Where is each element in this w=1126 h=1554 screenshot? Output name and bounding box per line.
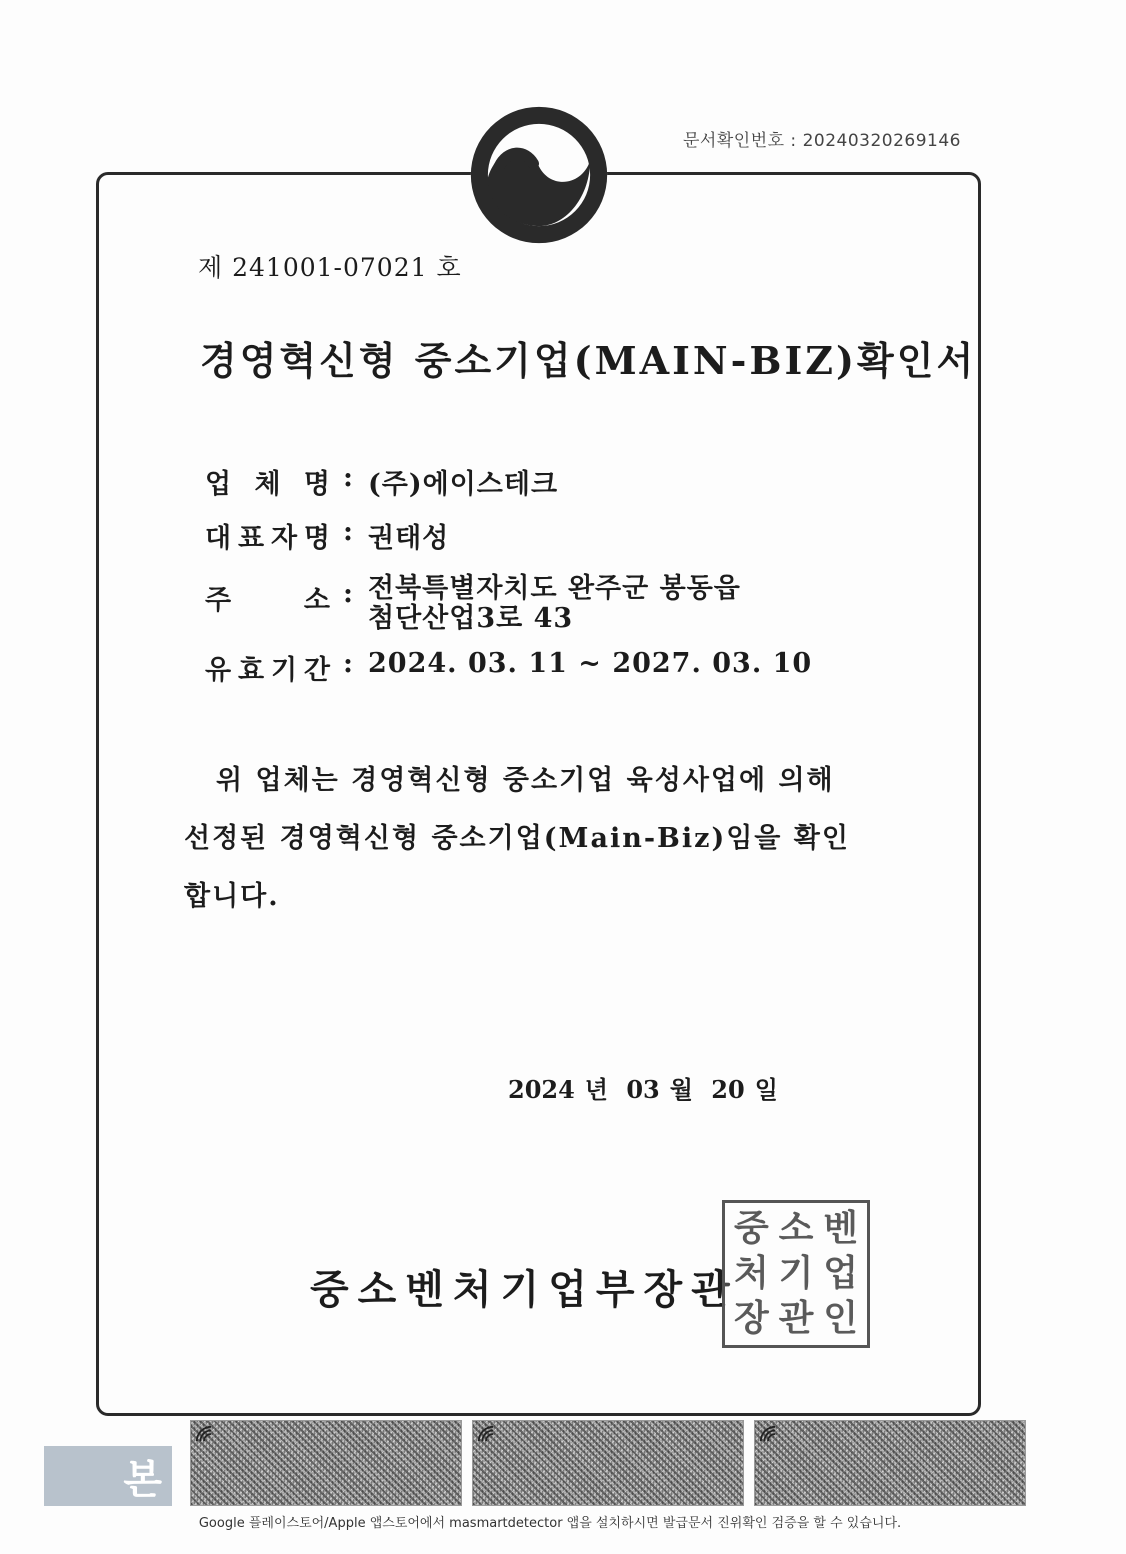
seal-char: 인	[823, 1297, 859, 1339]
statement-line-1	[184, 752, 924, 810]
issue-day: 20	[711, 1075, 745, 1104]
cert-number-prefix: 제	[198, 253, 224, 282]
address-label-char: 소	[303, 585, 330, 616]
address-line-1: 전북특별자치도 완주군 봉동읍	[368, 573, 741, 604]
cert-number-value: 241001-07021	[232, 253, 428, 282]
validity-label-char: 효	[237, 655, 265, 686]
company-label-char: 체	[254, 469, 281, 500]
cert-number-suffix: 호	[436, 253, 462, 282]
representative-label-char: 대	[205, 523, 232, 554]
validity-label-char: 간	[303, 655, 330, 686]
statement-line-1-text: 위 업체는 경영혁신형 중소기업 육성사업에 의해	[216, 765, 835, 796]
representative-label-char: 자	[270, 523, 298, 554]
address-colon: :	[343, 578, 353, 609]
verification-app-note: Google 플레이스토어/Apple 앱스토어에서 masmartdetector 앱을 설치하시면 발급문서 진위확인 검증을 할 수 있습니다.	[198, 1516, 902, 1531]
validity-label	[205, 648, 330, 687]
address-label-char: 주	[205, 585, 232, 616]
original-copy-stamp: 본	[44, 1446, 172, 1506]
scan-wave-icon	[477, 1425, 495, 1443]
validity-label-char: 기	[270, 655, 298, 686]
company-label-char: 명	[303, 469, 330, 500]
statement-line-2: 선정된 경영혁신형 중소기업(Main-Biz)임을 확인	[184, 823, 850, 854]
issue-year: 2024	[508, 1075, 575, 1104]
seal-char: 중	[733, 1208, 769, 1250]
document-confirmation-number	[683, 126, 961, 151]
certification-statement	[184, 752, 924, 926]
issuer-name: 중소벤처기업부장관	[310, 1266, 739, 1313]
representative-label-char: 명	[303, 523, 330, 554]
seal-char: 관	[778, 1297, 814, 1339]
seal-char: 소	[778, 1208, 814, 1250]
scan-wave-icon	[759, 1425, 777, 1443]
representative-colon: :	[343, 516, 353, 547]
verification-barcode-2	[472, 1420, 744, 1506]
doc-confirm-value: 20240320269146	[802, 131, 962, 151]
representative-label	[205, 516, 330, 555]
validity-label-char: 유	[205, 655, 232, 686]
company-label-char: 업	[205, 469, 232, 500]
verification-barcode-3	[754, 1420, 1026, 1506]
scan-wave-icon	[195, 1425, 213, 1443]
seal-char: 처	[733, 1252, 769, 1294]
seal-char: 장	[733, 1297, 769, 1339]
certificate-number	[198, 248, 462, 284]
issue-day-unit: 일	[754, 1075, 778, 1104]
validity-colon: :	[343, 648, 353, 679]
validity-period: 2024. 03. 11 ~ 2027. 03. 10	[368, 648, 813, 679]
representative-name: 권태성	[368, 523, 450, 554]
certificate-title: 경영혁신형 중소기업(MAIN-BIZ)확인서	[200, 338, 977, 383]
company-name: (주)에이스테크	[368, 469, 559, 500]
seal-char: 업	[823, 1252, 859, 1294]
address-line-2: 첨단산업3로 43	[368, 603, 574, 634]
doc-confirm-label: 문서확인번호 :	[683, 131, 797, 151]
government-emblem-icon	[468, 104, 610, 246]
verification-barcode-1	[190, 1420, 462, 1506]
seal-char: 벤	[823, 1208, 859, 1250]
company-colon: :	[343, 462, 353, 493]
representative-label-char: 표	[237, 523, 265, 554]
issue-month-unit: 월	[669, 1075, 693, 1104]
issue-date	[508, 1070, 788, 1105]
seal-char: 기	[778, 1252, 814, 1294]
company-label	[205, 462, 330, 501]
address-label	[205, 578, 330, 617]
statement-line-3: 합니다.	[184, 881, 280, 912]
issue-month: 03	[626, 1075, 660, 1104]
official-seal	[722, 1200, 870, 1348]
issue-year-unit: 년	[584, 1075, 608, 1104]
